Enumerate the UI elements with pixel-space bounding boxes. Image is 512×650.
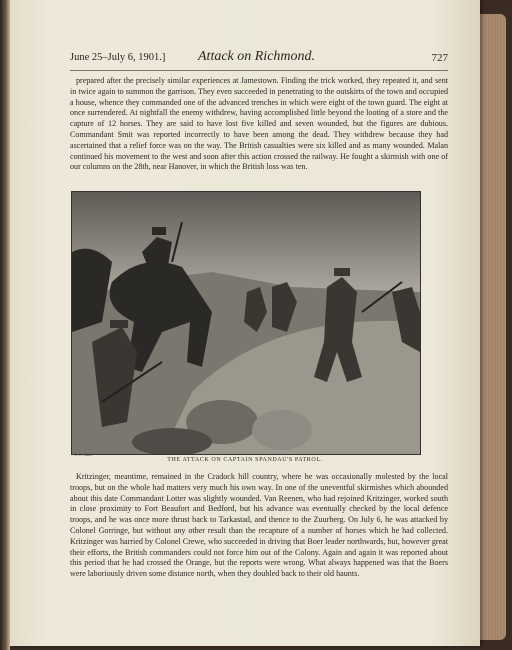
header-dates: June 25–July 6, 1901.] <box>70 52 166 63</box>
artist-signature: A. C. Bull. <box>74 452 93 457</box>
book-spine <box>0 0 10 650</box>
book-page <box>10 0 480 646</box>
boulder <box>252 410 312 450</box>
running-header <box>70 49 448 71</box>
page-edges <box>478 14 506 640</box>
body-text-top <box>70 76 448 173</box>
paragraph: prepared after the precisely similar experiences at Jamestown. Finding the trick worked, they repeated it, and sent in twice again to summon the garrison. They even succeeded in penetrating to the outskirts of the town and occupied a house, whence they commanded one of the advanced trenches in which were eight of the town guard. The eight at once surrendered. At nightfall the enemy withdrew, having accomplished little beyond the looting of a store and the capture of 12 horses. They are said to have lost five killed and seven wounded, but the figures are dubious. Commandant Smit was reported incorrectly to have been among the dead. They withdrew because they had ascertained that a relief force was on the way. The British casualties were six killed and as many wounded. Malan continued his movement to the west and soon after this action crossed the railway. He fought a skirmish with one of our columns on the 28th, near Hanover, in which the British loss was ten. <box>70 76 448 172</box>
body-text-bottom <box>70 472 448 580</box>
battle-engraving <box>72 192 420 454</box>
header-title: Attack on Richmond. <box>198 49 316 64</box>
illustration-caption: THE ATTACK ON CAPTAIN SPANDAU'S PATROL. <box>167 457 323 463</box>
paragraph: Kritzinger, meantime, remained in the Cradock hill country, where he was occasionally molested by the local troops, but on the whole had matters very much his own way. In one of the uneventful skirmishes which abounded about this date Commandant Lotter was slightly wounded. Van Reenen, who had rejoined Kritzinger, worked south in close proximity to Fort Beaufort and Bedford, but his advance was eventually checked by the local defence troops, and he was once more thrust back to Tarkastad, and thence to the Zuurberg. On July 6, he was attacked by Colonel Gorringe, but without any other result than the recapture of a number of horses which he had collected. Kritzinger was harried by Colonel Crewe, who succeeded in driving that Boer leader northwards, but, however great their efforts, the British commanders could not force him out of the Colony. Again and again it was reported about this period that he had crossed the Orange, but the reports were wrong. What always happened was that the Boers were laboriously driven some distance north, when they doubled back to their old haunts. <box>70 472 448 579</box>
illustration <box>71 191 421 455</box>
page-number: 727 <box>431 52 448 64</box>
